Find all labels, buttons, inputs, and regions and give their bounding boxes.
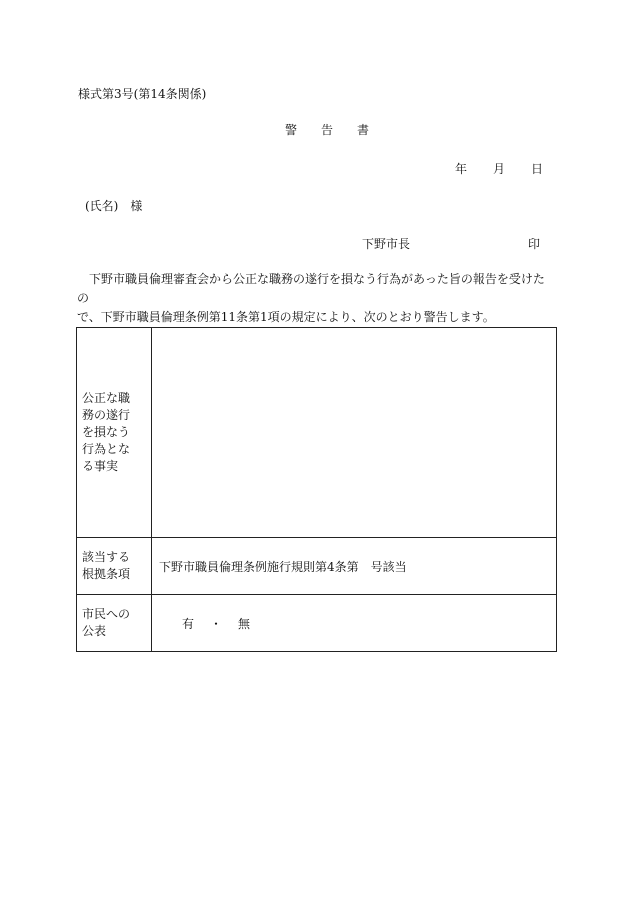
facts-label-cell <box>77 328 152 538</box>
addressee-line: (氏名) 様 <box>85 199 143 213</box>
document-title: 警 告 書 <box>285 123 376 137</box>
table-row-clause <box>77 538 557 595</box>
facts-label-line: 行為とな <box>82 442 131 456</box>
table-row-facts <box>77 328 557 538</box>
clause-label-line: 根拠条項 <box>82 567 131 581</box>
table-row-publication <box>77 595 557 652</box>
month-label: 月 <box>493 162 506 176</box>
clause-label-line: 該当する <box>82 550 131 564</box>
publication-value-cell[interactable]: 有 ・ 無 <box>152 595 557 652</box>
facts-value-cell[interactable] <box>152 328 557 538</box>
publication-label-cell <box>77 595 152 652</box>
body-line-1: 下野市職員倫理審査会から公正な職務の遂行を損なう行為があった旨の報告を受けたの <box>77 272 545 305</box>
body-line-2: で、下野市職員倫理条例第11条第1項の規定により、次のとおり警告します。 <box>77 310 495 324</box>
sender-title: 下野市長 <box>362 237 411 251</box>
day-label: 日 <box>531 162 544 176</box>
facts-label-line: を損なう <box>82 425 131 439</box>
publication-label-line: 公表 <box>82 624 107 638</box>
year-label: 年 <box>455 162 468 176</box>
facts-table <box>76 327 557 652</box>
clause-label-cell <box>77 538 152 595</box>
facts-label-line: 公正な職 <box>82 391 131 405</box>
facts-label-line: る事実 <box>82 459 119 473</box>
form-number: 様式第3号(第14条関係) <box>78 87 207 101</box>
body-paragraph <box>77 270 555 327</box>
facts-label-line: 務の遂行 <box>82 408 131 422</box>
publication-label-line: 市民への <box>82 607 131 621</box>
clause-value-cell[interactable]: 下野市職員倫理条例施行規則第4条第 号該当 <box>152 538 557 595</box>
date-line <box>455 160 543 177</box>
seal-mark: 印 <box>528 237 541 251</box>
